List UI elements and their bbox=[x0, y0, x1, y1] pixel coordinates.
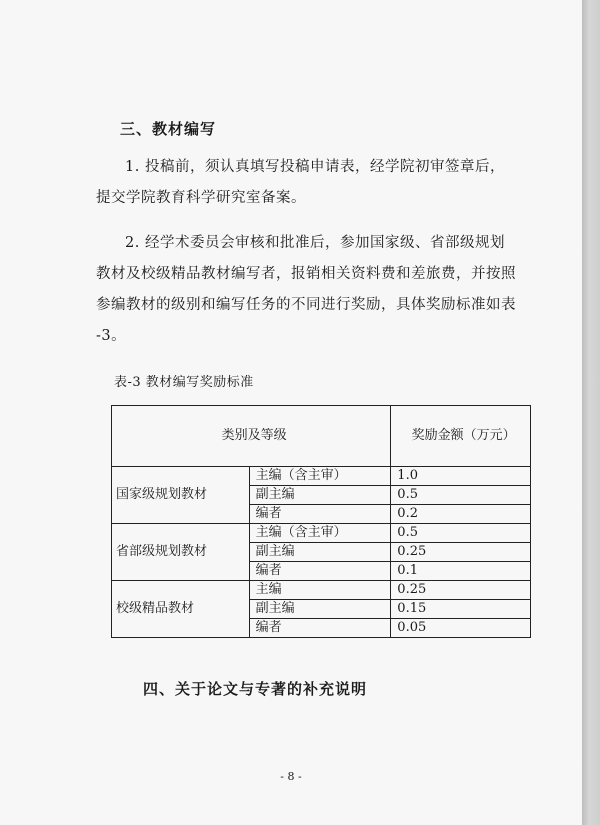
table-header-row bbox=[112, 406, 531, 467]
role-cell: 编者 bbox=[249, 505, 391, 524]
amount-cell: 0.25 bbox=[391, 543, 531, 562]
section-4-heading: 四、关于论文与专著的补充说明 bbox=[143, 680, 368, 698]
section-3-heading: 三、教材编写 bbox=[120, 120, 217, 138]
role-cell: 副主编 bbox=[249, 600, 391, 619]
reward-table bbox=[111, 405, 531, 638]
role-cell: 编者 bbox=[249, 619, 391, 638]
item-2-line-2: 教材及校级精品教材编写者，报销相关资料费和差旅费，并按照 bbox=[96, 266, 516, 282]
category-cell: 省部级规划教材 bbox=[112, 524, 250, 581]
role-cell: 主编 bbox=[249, 581, 391, 600]
header-amount: 奖励金额（万元） bbox=[391, 406, 531, 467]
page-number: - 8 - bbox=[280, 770, 302, 783]
item-2-line-1: 2. 经学术委员会审核和批准后，参加国家级、省部级规划 bbox=[125, 235, 505, 251]
item-2-line-4: -3。 bbox=[96, 328, 127, 344]
amount-cell: 0.05 bbox=[391, 619, 531, 638]
amount-cell: 0.5 bbox=[391, 524, 531, 543]
amount-cell: 0.1 bbox=[391, 562, 531, 581]
page-edge-shadow bbox=[582, 0, 600, 825]
item-2-line-3: 参编教材的级别和编写任务的不同进行奖励，具体奖励标准如表 bbox=[96, 297, 516, 313]
item-2-paragraph bbox=[96, 228, 536, 352]
item-1-line-2: 提交学院教育科学研究室备案。 bbox=[96, 190, 306, 206]
header-category: 类别及等级 bbox=[112, 406, 391, 467]
table-row bbox=[112, 524, 531, 543]
amount-cell: 0.5 bbox=[391, 486, 531, 505]
role-cell: 编者 bbox=[249, 562, 391, 581]
item-1-paragraph bbox=[96, 152, 536, 214]
category-cell: 校级精品教材 bbox=[112, 581, 250, 638]
amount-cell: 0.25 bbox=[391, 581, 531, 600]
amount-cell: 0.2 bbox=[391, 505, 531, 524]
role-cell: 副主编 bbox=[249, 543, 391, 562]
role-cell: 主编（含主审） bbox=[249, 467, 391, 486]
category-cell: 国家级规划教材 bbox=[112, 467, 250, 524]
table-row bbox=[112, 581, 531, 600]
role-cell: 主编（含主审） bbox=[249, 524, 391, 543]
table-row bbox=[112, 467, 531, 486]
item-1-line-1: 1. 投稿前，须认真填写投稿申请表，经学院初审签章后， bbox=[125, 159, 505, 175]
role-cell: 副主编 bbox=[249, 486, 391, 505]
table-caption: 表-3 教材编写奖励标准 bbox=[114, 375, 254, 390]
amount-cell: 0.15 bbox=[391, 600, 531, 619]
amount-cell: 1.0 bbox=[391, 467, 531, 486]
